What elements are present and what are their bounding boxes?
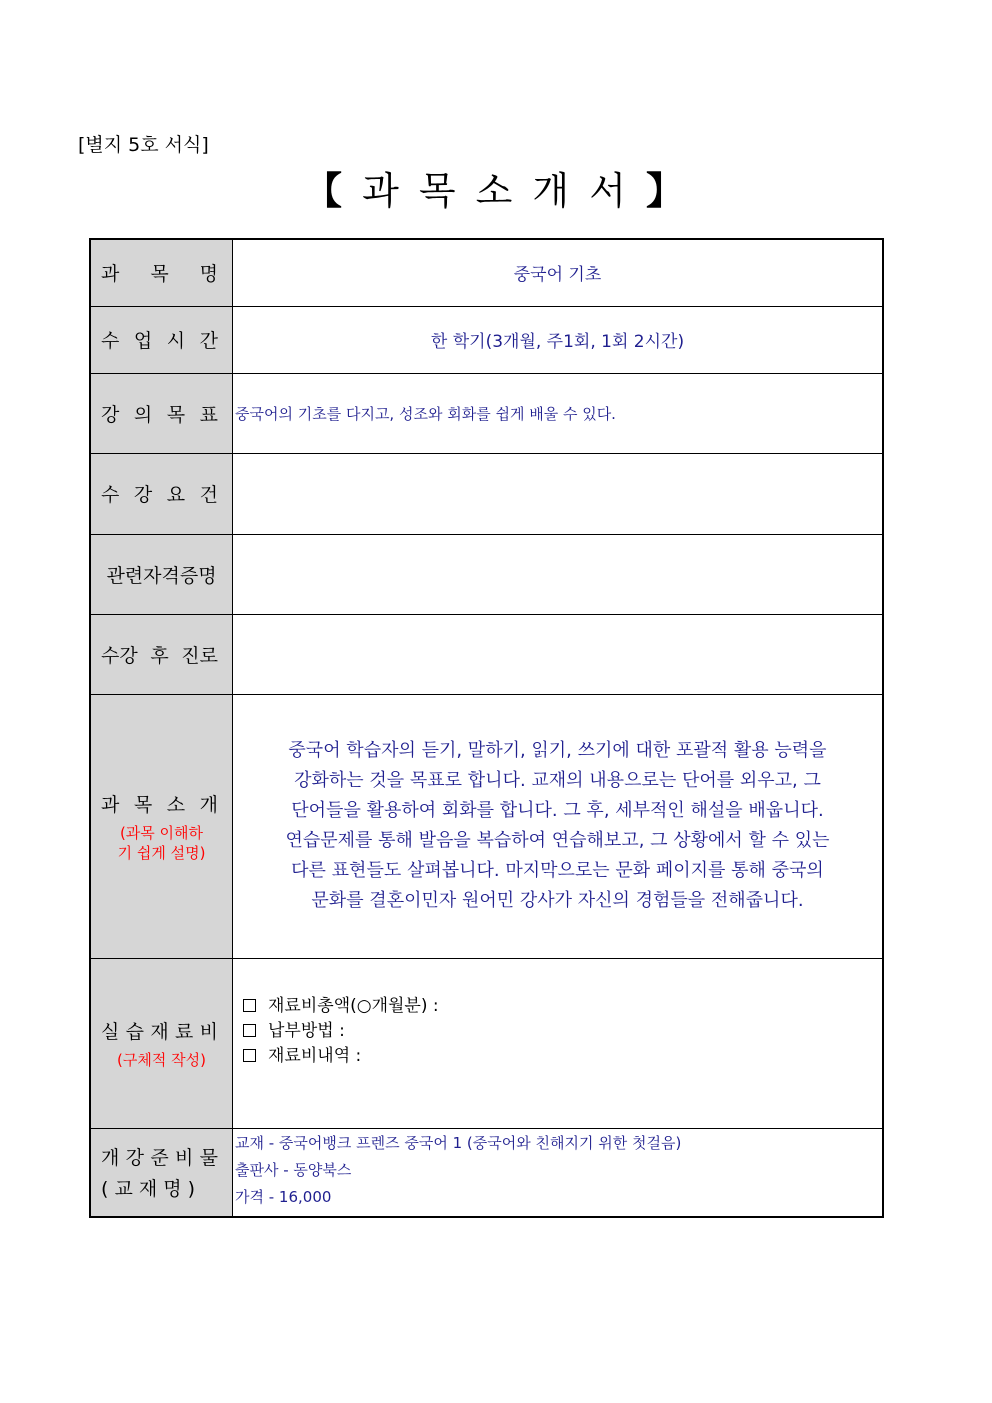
plain-label: 관련자격증명 [106, 564, 217, 587]
intro-line: 단어들을 활용하여 회화를 합니다. 그 후, 세부적인 해설을 배웁니다. [291, 800, 824, 821]
row-objective [90, 373, 883, 453]
label-career [90, 614, 233, 694]
label-char: 료 [174, 1020, 194, 1043]
value-objective: 중국어의 기초를 다지고, 성조와 회화를 쉽게 배울 수 있다. [233, 373, 884, 453]
label-char: 업 [133, 330, 153, 352]
materials-item [243, 1019, 882, 1044]
intro-line: 문화를 결혼이민자 원어민 강사가 자신의 경험들을 전해줍니다. [311, 890, 804, 911]
value-textbook [233, 1128, 884, 1217]
spread-label [91, 1017, 232, 1044]
label-char: 개 [199, 793, 218, 816]
row-course-name [90, 239, 883, 306]
row-certificate [90, 534, 883, 614]
label-char: 후 [150, 644, 169, 667]
value-certificate [233, 534, 884, 614]
label-certificate [90, 534, 233, 614]
spread-label [91, 1143, 232, 1170]
label-char: 준 [150, 1147, 169, 1170]
label-char: 간 [199, 330, 218, 352]
spread-label [91, 480, 232, 507]
intro-text [233, 736, 882, 916]
label-char: 의 [133, 403, 153, 426]
label-char: 목 [166, 403, 186, 426]
label-char: 수 [101, 330, 120, 352]
spread-label [91, 326, 232, 353]
materials-list [233, 994, 882, 1069]
label-char: 목 [150, 263, 169, 286]
form-number-label: [별지 5호 서식] [78, 134, 209, 156]
textbook-label-line2: ( 교 재 명 ) [101, 1178, 196, 1201]
label-materials [90, 958, 233, 1128]
label-char: 소 [166, 793, 186, 816]
label-intro [90, 694, 233, 958]
materials-item-text: 납부방법 : [268, 1020, 345, 1041]
label-char: 수강 [101, 644, 138, 667]
spread-label [91, 790, 232, 817]
row-materials [90, 958, 883, 1128]
label-objective [90, 373, 233, 453]
title-close-bracket: 】 [646, 169, 689, 213]
label-char: 명 [199, 263, 218, 286]
label-requirements [90, 453, 233, 534]
label-char: 목 [133, 793, 153, 816]
label-char: 습 [125, 1020, 145, 1043]
label-char: 강 [133, 484, 153, 506]
row-textbook [90, 1128, 883, 1217]
checkbox-icon [243, 1024, 256, 1037]
label-char: 건 [199, 484, 218, 506]
title-text: 과 목 소 개 서 [362, 169, 630, 213]
value-career [233, 614, 884, 694]
label-char: 과 [101, 263, 120, 286]
label-char: 재 [150, 1020, 169, 1043]
label-char: 강 [101, 403, 120, 426]
textbook-line: 출판사 - 동양북스 [235, 1160, 352, 1179]
label-class-time [90, 306, 233, 373]
row-career [90, 614, 883, 694]
course-intro-table [89, 238, 884, 1218]
value-materials [233, 958, 884, 1128]
label-char: 강 [125, 1147, 145, 1170]
materials-item-text: 재료비내역 : [268, 1045, 362, 1066]
label-char: 진로 [181, 644, 218, 667]
value-class-time: 한 학기(3개월, 주1회, 1회 2시간) [233, 306, 884, 373]
document-title [0, 160, 992, 215]
intro-line: 다른 표현들도 살펴봅니다. 마지막으로는 문화 페이지를 통해 중국의 [291, 860, 824, 881]
intro-line: 강화하는 것을 목표로 합니다. 교재의 내용으로는 단어를 외우고, 그 [294, 770, 821, 791]
spread-label [91, 400, 232, 427]
label-char: 표 [199, 403, 218, 426]
textbook-info [233, 1130, 882, 1211]
label-char: 개 [101, 1147, 120, 1170]
row-requirements [90, 453, 883, 534]
label-char: 물 [199, 1147, 218, 1170]
value-intro [233, 694, 884, 958]
label-char: 과 [101, 793, 120, 816]
spread-label [91, 641, 232, 668]
materials-item [243, 1044, 882, 1069]
intro-line: 연습문제를 통해 발음을 복습하여 연습해보고, 그 상황에서 할 수 있는 [285, 830, 830, 851]
intro-line: 중국어 학습자의 듣기, 말하기, 읽기, 쓰기에 대한 포괄적 활용 능력을 [288, 740, 827, 761]
row-class-time [90, 306, 883, 373]
row-intro [90, 694, 883, 958]
label-textbook [90, 1128, 233, 1217]
textbook-line: 가격 - 16,000 [235, 1187, 332, 1206]
materials-sub-label: (구체적 작성) [117, 1050, 206, 1069]
label-char: 비 [199, 1020, 218, 1043]
checkbox-icon [243, 1049, 256, 1062]
textbook-line: 교재 - 중국어뱅크 프렌즈 중국어 1 (중국어와 친해지기 위한 첫걸음) [235, 1133, 682, 1152]
checkbox-icon [243, 999, 256, 1012]
label-char: 실 [101, 1020, 120, 1043]
title-open-bracket: 【 [303, 169, 346, 213]
spread-label [91, 259, 232, 286]
label-char: 시 [166, 330, 186, 352]
label-char: 수 [101, 484, 120, 506]
materials-item-text: 재료비총액(○개월분) : [268, 995, 439, 1016]
intro-sub-label: (과목 이해하기 쉽게 설명) [117, 823, 206, 862]
value-requirements [233, 453, 884, 534]
materials-item [243, 994, 882, 1019]
label-char: 비 [174, 1147, 194, 1170]
value-course-name: 중국어 기초 [233, 239, 884, 306]
label-char: 요 [166, 484, 186, 506]
label-course-name [90, 239, 233, 306]
